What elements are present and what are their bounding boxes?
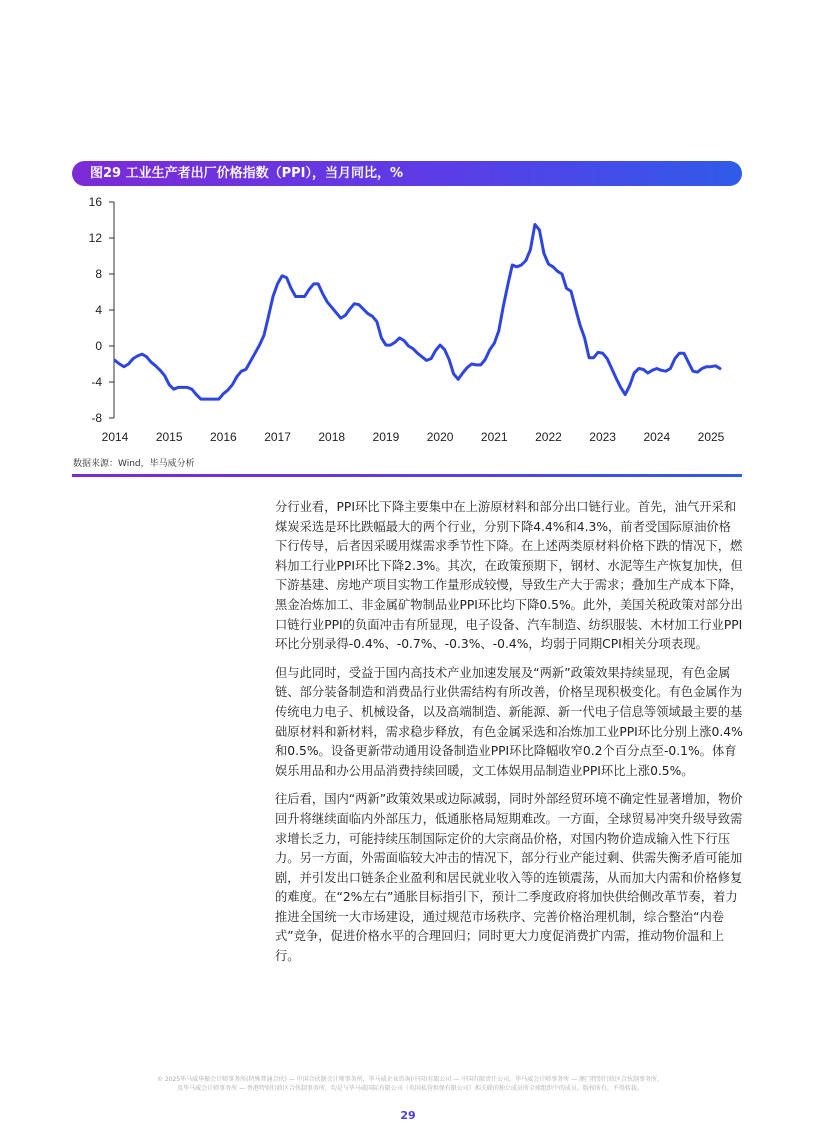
y-tick-label: -8 — [91, 411, 102, 425]
y-tick-label: -4 — [91, 375, 102, 389]
paragraph: 但与此同时，受益于国内高技术产业加速发展及“两新”政策效果持续显现，有色金属链、部分装备制造和消费品行业供需结构有所改善，价格呈现积极变化。有色金属作为传统电力电子、机械设备，以及高端制造、新能源、新一代电子信息等领域最主要的基础原材料和新材料，需求稳步释放，有色金属采选和冶炼加工业PPI环比分别上涨0.4%和0.5%。设备更新带动通用设备制造业PPI环比降幅收窄0.2个百分点至-0.1%。体育娱乐用品和办公用品消费持续回暖，文工体娱用品制造业PPI环比上涨0.5%。 — [275, 665, 743, 778]
x-tick-label: 2014 — [101, 430, 129, 444]
paragraph: 往后看，国内“两新”政策效果或边际减弱，同时外部经贸环境不确定性显著增加，物价回升将继续面临内外部压力，低通胀格局短期难改。一方面，全球贸易冲突升级导致需求增长乏力，可能持续压制国际定价的大宗商品价格，对国内物价造成输入性下行压力。另一方面，外需面临较大冲击的情况下，部分行业产能过剩、供需失衡矛盾可能加剧，并引发出口链条企业盈利和居民就业收入等的连锁震荡，从而加大内需和价格修复的难度。在“2%左右”通胀目标指引下，预计二季度政府将加快供给侧改革节奏，着力推进全国统一大市场建设，通过规范市场秩序、完善价格治理机制，综合整治“内卷式”竞争，促进价格水平的合理回归；同时更大力度促消费扩内需，推动物价温和上行。 — [275, 792, 743, 964]
paragraph: 分行业看，PPI环比下降主要集中在上游原材料和部分出口链行业。首先，油气开采和煤炭采选是环比跌幅最大的两个行业，分别下降4.4%和4.3%，前者受国际原油价格下行传导，后者因采暖用煤需求季节性下降。在上述两类原材料价格下跌的情况下，燃料加工行业PPI环比下降2.3%。其次，在政策预期下，钢材、水泥等生产恢复加快，但下游基建、房地产项目实物工作量形成较慢，导致生产大于需求；叠加生产成本下降，黑金冶炼加工、非金属矿物制品业PPI环比均下降0.5%。此外，美国关税政策对部分出口链行业PPI的负面冲击有所显现，电子设备、汽车制造、纺织服装、木材加工行业PPI环比分别录得-0.4%、-0.7%、-0.3%、-0.4%，均弱于同期CPI相关分项表现。 — [275, 500, 743, 652]
figure-source: 数据来源：Wind，毕马威分析 — [73, 459, 195, 469]
x-tick-label: 2016 — [210, 430, 237, 444]
figure-title: 图29 工业生产者出厂价格指数（PPI），当月同比，% — [72, 161, 742, 186]
x-tick-label: 2023 — [589, 430, 616, 444]
footer-legal — [40, 1075, 780, 1093]
x-tick-label: 2020 — [426, 430, 454, 444]
x-tick-label: 2015 — [155, 430, 183, 444]
x-tick-label: 2025 — [697, 430, 725, 444]
y-tick-label: 12 — [88, 231, 102, 245]
y-tick-label: 4 — [95, 303, 102, 317]
x-tick-label: 2021 — [480, 430, 508, 444]
body-text — [275, 498, 743, 976]
x-tick-label: 2019 — [372, 430, 400, 444]
section-divider — [72, 474, 742, 477]
page-number: 29 — [400, 1109, 416, 1122]
x-tick-label: 2024 — [643, 430, 671, 444]
legal-line: 及毕马威会计师事务所 — 香港特别行政区合伙制事务所，均是与毕马威国际有限公司（英国私营担保有限公司）相关联的独立成员所全球组织中的成员。版权所有，不得转载。 — [177, 1085, 643, 1092]
ppi-series-line — [115, 225, 720, 400]
x-tick-label: 2018 — [318, 430, 346, 444]
ppi-line-chart — [72, 192, 742, 452]
chart-ticks — [89, 195, 725, 444]
x-tick-label: 2022 — [535, 430, 562, 444]
x-tick-label: 2017 — [264, 430, 291, 444]
legal-line: © 2025毕马威华振会计师事务所(特殊普通合伙) — 中国合伙制会计师事务所，毕马威企业咨询(中国)有限公司 — 中国有限责任公司，毕马威会计师事务所 — 澳门特别行政区合伙制事务所， — [157, 1076, 663, 1083]
y-tick-label: 8 — [95, 267, 102, 281]
y-tick-label: 16 — [88, 195, 102, 209]
y-tick-label: 0 — [95, 339, 102, 353]
